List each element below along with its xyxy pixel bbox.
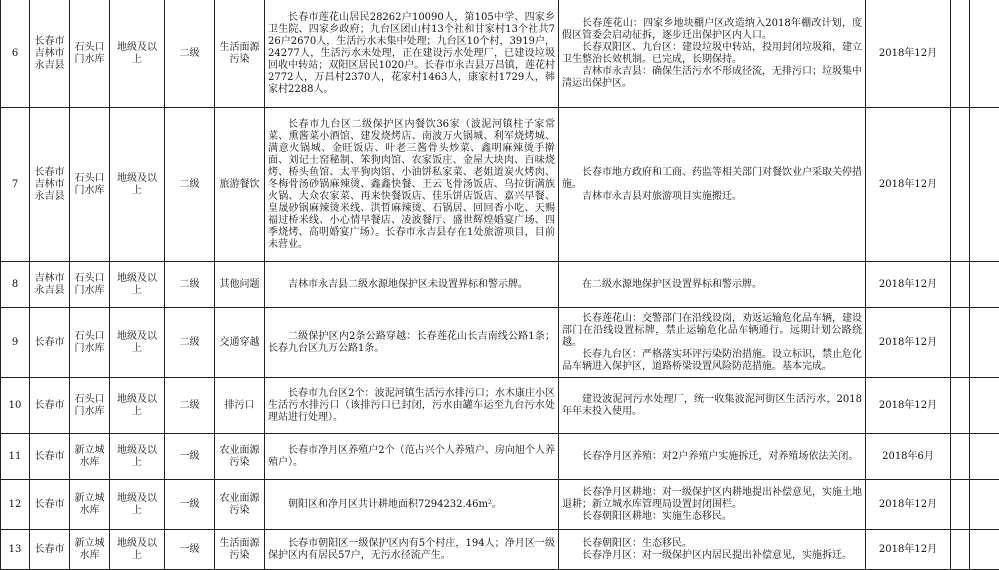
measure-item: 长春净月区养殖：对2户养殖户实施拆迁，对养殖场依法关闭。 (582, 450, 859, 462)
issue-type-cell: 旅游餐饮 (215, 108, 265, 262)
protection-zone-cell: 二级 (165, 378, 215, 434)
city-cell: 长春市 (30, 480, 70, 530)
water-source-cell: 石头口门水库 (70, 262, 110, 308)
empty-cell (970, 108, 999, 262)
row-number: 7 (1, 108, 30, 262)
city-cell: 吉林市永吉县 (30, 262, 70, 308)
row-number: 11 (1, 434, 30, 480)
measure-item: 长春莲花山：交警部门在沿线设岗，劝返运输危化品车辆，建设部门在沿线设置标牌，禁止运输危化品车辆通行。远期计划公路绕越。 (562, 312, 862, 348)
measures-cell (559, 378, 866, 434)
measures-cell (559, 308, 866, 378)
issue-type-cell: 交通穿越 (215, 308, 265, 378)
issue-type-cell: 农业面源污染 (215, 480, 265, 530)
water-source-cell: 石头口门水库 (70, 378, 110, 434)
protection-zone-cell: 二级 (165, 308, 215, 378)
table-row (1, 0, 999, 108)
water-source-cell: 石头口门水库 (70, 108, 110, 262)
protection-zone-cell: 二级 (165, 108, 215, 262)
city-cell: 长春市 (30, 378, 70, 434)
water-source-cell: 新立城水库 (70, 530, 110, 570)
issue-type-cell: 其他问题 (215, 262, 265, 308)
deadline-cell: 2018年12月 (866, 0, 951, 108)
source-level-cell: 地级及以上 (110, 434, 165, 480)
water-source-cell: 石头口门水库 (70, 308, 110, 378)
measure-item: 长春朝阳区耕地：实施生态移民。 (582, 510, 732, 522)
issue-type-cell: 生活面源污染 (215, 0, 265, 108)
issue-description-cell: 吉林市永吉县二级水源地保护区未设置界标和警示牌。 (265, 262, 559, 308)
deadline-cell: 2018年12月 (866, 262, 951, 308)
empty-cell (951, 262, 970, 308)
measure-item: 建设波泥河污水处理厂，统一收集波泥河街区生活污水，2018年年末投入使用。 (562, 393, 862, 417)
empty-cell (970, 480, 999, 530)
measures-cell (559, 108, 866, 262)
issue-type-cell: 生活面源污染 (215, 530, 265, 570)
protection-zone-cell: 一级 (165, 434, 215, 480)
city-cell: 长春市 (30, 530, 70, 570)
protection-zone-cell: 一级 (165, 530, 215, 570)
measure-item: 长春九台区：严格落实环评污染防治措施。设立标识，禁止危化品车辆进入保护区，道路桥梁设置风险防范措施。基本完成。 (562, 348, 862, 372)
table-row (1, 308, 999, 378)
empty-cell (970, 262, 999, 308)
measure-item: 长春朝阳区：生态移民。 (582, 537, 692, 549)
empty-cell (970, 378, 999, 434)
measures-cell (559, 0, 866, 108)
empty-cell (951, 378, 970, 434)
empty-cell (951, 108, 970, 262)
table-row (1, 378, 999, 434)
water-source-cell: 新立城水库 (70, 434, 110, 480)
source-level-cell: 地级及以上 (110, 530, 165, 570)
issue-type-cell: 农业面源污染 (215, 434, 265, 480)
measures-cell (559, 480, 866, 530)
issue-description-cell: 朝阳区和净月区共计耕地面积7294232.46m²。 (265, 480, 559, 530)
table-row (1, 530, 999, 570)
deadline-cell: 2018年12月 (866, 308, 951, 378)
city-cell: 长春市吉林市永吉县 (30, 108, 70, 262)
empty-cell (970, 308, 999, 378)
measures-cell (559, 434, 866, 480)
measures-cell (559, 530, 866, 570)
deadline-cell: 2018年12月 (866, 378, 951, 434)
city-cell: 长春市 (30, 434, 70, 480)
measure-item: 长春双阳区、九台区：建设垃圾中转站，投用封闭垃圾箱，建立卫生整治长效机制。已完成，长期保持。 (562, 41, 862, 65)
table-row (1, 262, 999, 308)
source-level-cell: 地级及以上 (110, 0, 165, 108)
city-cell: 长春市吉林市永吉县 (30, 0, 70, 108)
row-number: 13 (1, 530, 30, 570)
measure-item: 吉林市永吉县：确保生活污水不形成径流，无排污口；垃圾集中清运出保护区。 (562, 65, 862, 89)
deadline-cell: 2018年12月 (866, 108, 951, 262)
issue-description-cell: 长春市朝阳区一级保护区内有5个村庄，194人；净月区一级保护区内有居民57户，无污水径流产生。 (265, 530, 559, 570)
empty-cell (951, 530, 970, 570)
city-cell: 长春市 (30, 308, 70, 378)
empty-cell (951, 0, 970, 108)
deadline-cell: 2018年6月 (866, 434, 951, 480)
row-number: 6 (1, 0, 30, 108)
source-level-cell: 地级及以上 (110, 262, 165, 308)
table-row (1, 480, 999, 530)
row-number: 10 (1, 378, 30, 434)
deadline-cell: 2018年12月 (866, 480, 951, 530)
issue-type-cell: 排污口 (215, 378, 265, 434)
source-level-cell: 地级及以上 (110, 378, 165, 434)
measure-item: 在二级水源地保护区设置界标和警示牌。 (582, 278, 762, 290)
issue-description-cell: 长春市九台区二级保护区内餐饮36家（波泥河镇柱子家常菜、熏酱菜小酒馆、建发烧烤店、南波万火锅城、利军烧烤城、满意火锅城、金旺饭店、叶老三酱骨头炒菜、鑫明麻辣烫手擀面、刘记士窑秘制、笨狗肉馆、农家饭庄、金屋大块肉、百味烧烤、桥头鱼馆、太平狗肉馆、小油饼私家菜、老姐道炭火烤肉、冬梅骨汤砂锅麻辣烫、鑫鑫快餐、王云飞骨汤饭店、乌拉街满族火锅、大众农家菜、再来快餐饭店、佳乐饼店饭店、嘉兴早餐、皇晟砂锅麻辣烫米线、洪哲麻辣烫、石锅居、回回香小吃、天赐福过桥米线、小心情早餐店、凌波餐厅、盛世辉煌婚宴广场、四季烧烤、高明婚宴广场）。长春市永吉县存在1处旅游项目，目前未营业。 (265, 108, 559, 262)
measure-item: 长春市地方政府和工商、药监等相关部门对餐饮业户采取关停措施。 (562, 166, 862, 190)
source-level-cell: 地级及以上 (110, 308, 165, 378)
table-row (1, 108, 999, 262)
issue-description-cell: 二级保护区内2条公路穿越：长春莲花山长吉南线公路1条；长春九台区九万公路1条。 (265, 308, 559, 378)
empty-cell (951, 480, 970, 530)
row-number: 9 (1, 308, 30, 378)
table-row (1, 434, 999, 480)
measure-item: 长春净月区耕地：对一级保护区内耕地提出补偿意见，实施土地退耕；新立城水库管理局设置封闭围栏。 (562, 486, 862, 510)
deadline-cell: 2018年12月 (866, 530, 951, 570)
row-number: 12 (1, 480, 30, 530)
measure-item: 长春莲花山：四家乡地块棚户区改造纳入2018年棚改计划，度假区管委会启动征拆，逐步迁出保护区内人口。 (562, 17, 862, 41)
issue-description-cell: 长春市净月区养殖户2个（范占兴个人养殖户、房向旭个人养殖户）。 (265, 434, 559, 480)
measures-cell (559, 262, 866, 308)
empty-cell (951, 434, 970, 480)
empty-cell (970, 434, 999, 480)
empty-cell (970, 530, 999, 570)
issue-description-cell: 长春市莲花山居民28262户10090人，第105中学、四家乡卫生院、四家乡政府；九台区团山村13个社和甘家村13个社共726户2670人，生活污水未集中处理；九台区10个村，3919户，24277人，生活污水未处理，正在建设污水处理厂，已建设垃圾回收中转站；双阳区居民1020户。长春市永吉县万昌镇，莲花村2772人，万昌村2370人，花家村1463人，康家村1729人，韩家村2288人。 (265, 0, 559, 108)
issue-description-cell: 长春市九台区2个：波泥河镇生活污水排污口；水木康庄小区生活污水排污口（该排污口已封闭，污水由罐车运至九台污水处理站进行处理）。 (265, 378, 559, 434)
empty-cell (951, 308, 970, 378)
row-number: 8 (1, 262, 30, 308)
source-level-cell: 地级及以上 (110, 108, 165, 262)
empty-cell (970, 0, 999, 108)
source-level-cell: 地级及以上 (110, 480, 165, 530)
water-source-cell: 新立城水库 (70, 480, 110, 530)
protection-zone-cell: 二级 (165, 0, 215, 108)
protection-zone-cell: 二级 (165, 262, 215, 308)
measure-item: 长春净月区：对一级保护区内居民提出补偿意见，实施拆迁。 (582, 549, 852, 561)
measure-item: 吉林市永吉县对旅游项目实施搬迁。 (582, 190, 742, 202)
water-source-cell: 石头口门水库 (70, 0, 110, 108)
protection-zone-cell: 一级 (165, 480, 215, 530)
